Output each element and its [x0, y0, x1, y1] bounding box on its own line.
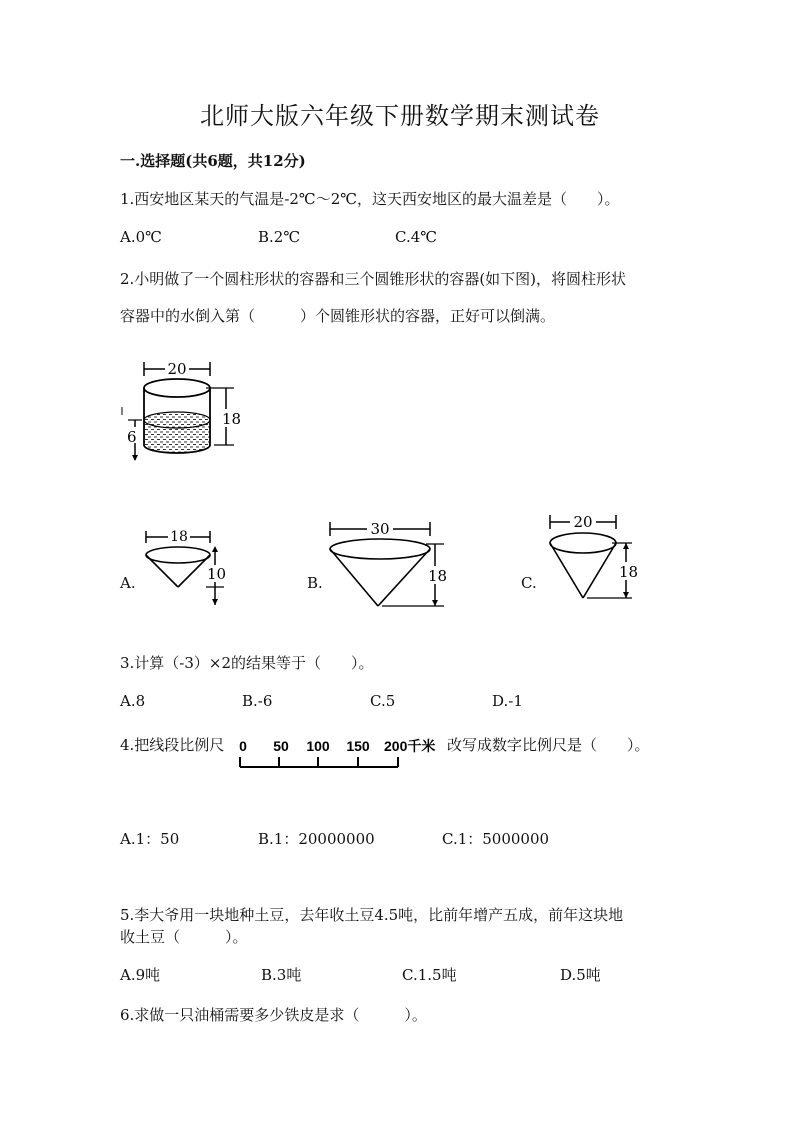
q5-option-c: C.1.5吨 — [402, 966, 457, 984]
q5-option-d: D.5吨 — [560, 966, 601, 984]
q1-option-c: C.4℃ — [395, 228, 438, 246]
question-5-line1: 5.李大爷用一块地种土豆，去年收土豆4.5吨，比前年增产五成，前年这块地 — [120, 906, 624, 924]
cylinder-diameter-label: 20 — [167, 360, 187, 378]
q4-option-a: A.1：50 — [120, 830, 180, 848]
cylinder-height-label: 18 — [222, 410, 242, 428]
scale-tick-label-150: 150 — [346, 738, 370, 754]
question-2-line1: 2.小明做了一个圆柱形状的容器和三个圆锥形状的容器(如下图)，将圆柱形状 — [120, 270, 627, 288]
question-4-suffix: 改写成数字比例尺是（ ）。 — [447, 736, 650, 754]
q2-option-b-label: B. — [307, 574, 323, 592]
cone-c-diameter-label: 20 — [573, 513, 593, 531]
q1-option-a: A.0℃ — [120, 228, 162, 246]
cone-c-height-label: 18 — [619, 563, 639, 581]
question-6-text: 6.求做一只油桶需要多少铁皮是求（ ）。 — [120, 1006, 427, 1024]
scale-tick-label-200: 200千米 — [384, 738, 436, 754]
question-1-text: 1.西安地区某天的气温是-2℃～2℃，这天西安地区的最大温差是（ ）。 — [120, 190, 620, 208]
scale-tick-label-100: 100 — [306, 738, 330, 754]
q4-option-c: C.1：5000000 — [442, 830, 550, 848]
question-3-text: 3.计算（-3）×2的结果等于（ ）。 — [120, 654, 374, 672]
q2-option-a-label: A. — [120, 574, 136, 592]
q3-option-b: B.-6 — [242, 692, 273, 710]
cone-a-figure — [140, 525, 240, 610]
line-scale-figure — [236, 736, 446, 772]
cylinder-water-label: 6 — [127, 428, 137, 446]
cone-b-diameter-label: 30 — [370, 520, 390, 538]
section-heading: 一.选择题(共6题，共12分) — [120, 152, 306, 170]
cone-a-height-label: 10 — [207, 565, 227, 583]
question-2-line2: 容器中的水倒入第（ ）个圆锥形状的容器，正好可以倒满。 — [120, 307, 556, 325]
q3-option-d: D.-1 — [492, 692, 523, 710]
cone-b-figure — [322, 516, 462, 616]
question-4-prefix: 4.把线段比例尺 — [120, 736, 225, 754]
q5-option-b: B.3吨 — [261, 966, 302, 984]
q5-option-a: A.9吨 — [120, 966, 161, 984]
cylinder-figure — [118, 355, 248, 465]
q1-option-b: B.2℃ — [258, 228, 301, 246]
scale-tick-label-0: 0 — [239, 738, 247, 754]
scale-tick-label-50: 50 — [273, 738, 289, 754]
cone-a-diameter-label: 18 — [170, 529, 188, 545]
q2-option-c-label: C. — [521, 574, 537, 592]
page-title: 北师大版六年级下册数学期末测试卷 — [200, 102, 600, 130]
q4-option-b: B.1：20000000 — [258, 830, 375, 848]
question-5-line2: 收土豆（ ）。 — [120, 928, 248, 946]
cone-b-height-label: 18 — [428, 567, 448, 585]
q3-option-a: A.8 — [120, 692, 146, 710]
cone-c-figure — [540, 510, 650, 610]
q3-option-c: C.5 — [370, 692, 396, 710]
